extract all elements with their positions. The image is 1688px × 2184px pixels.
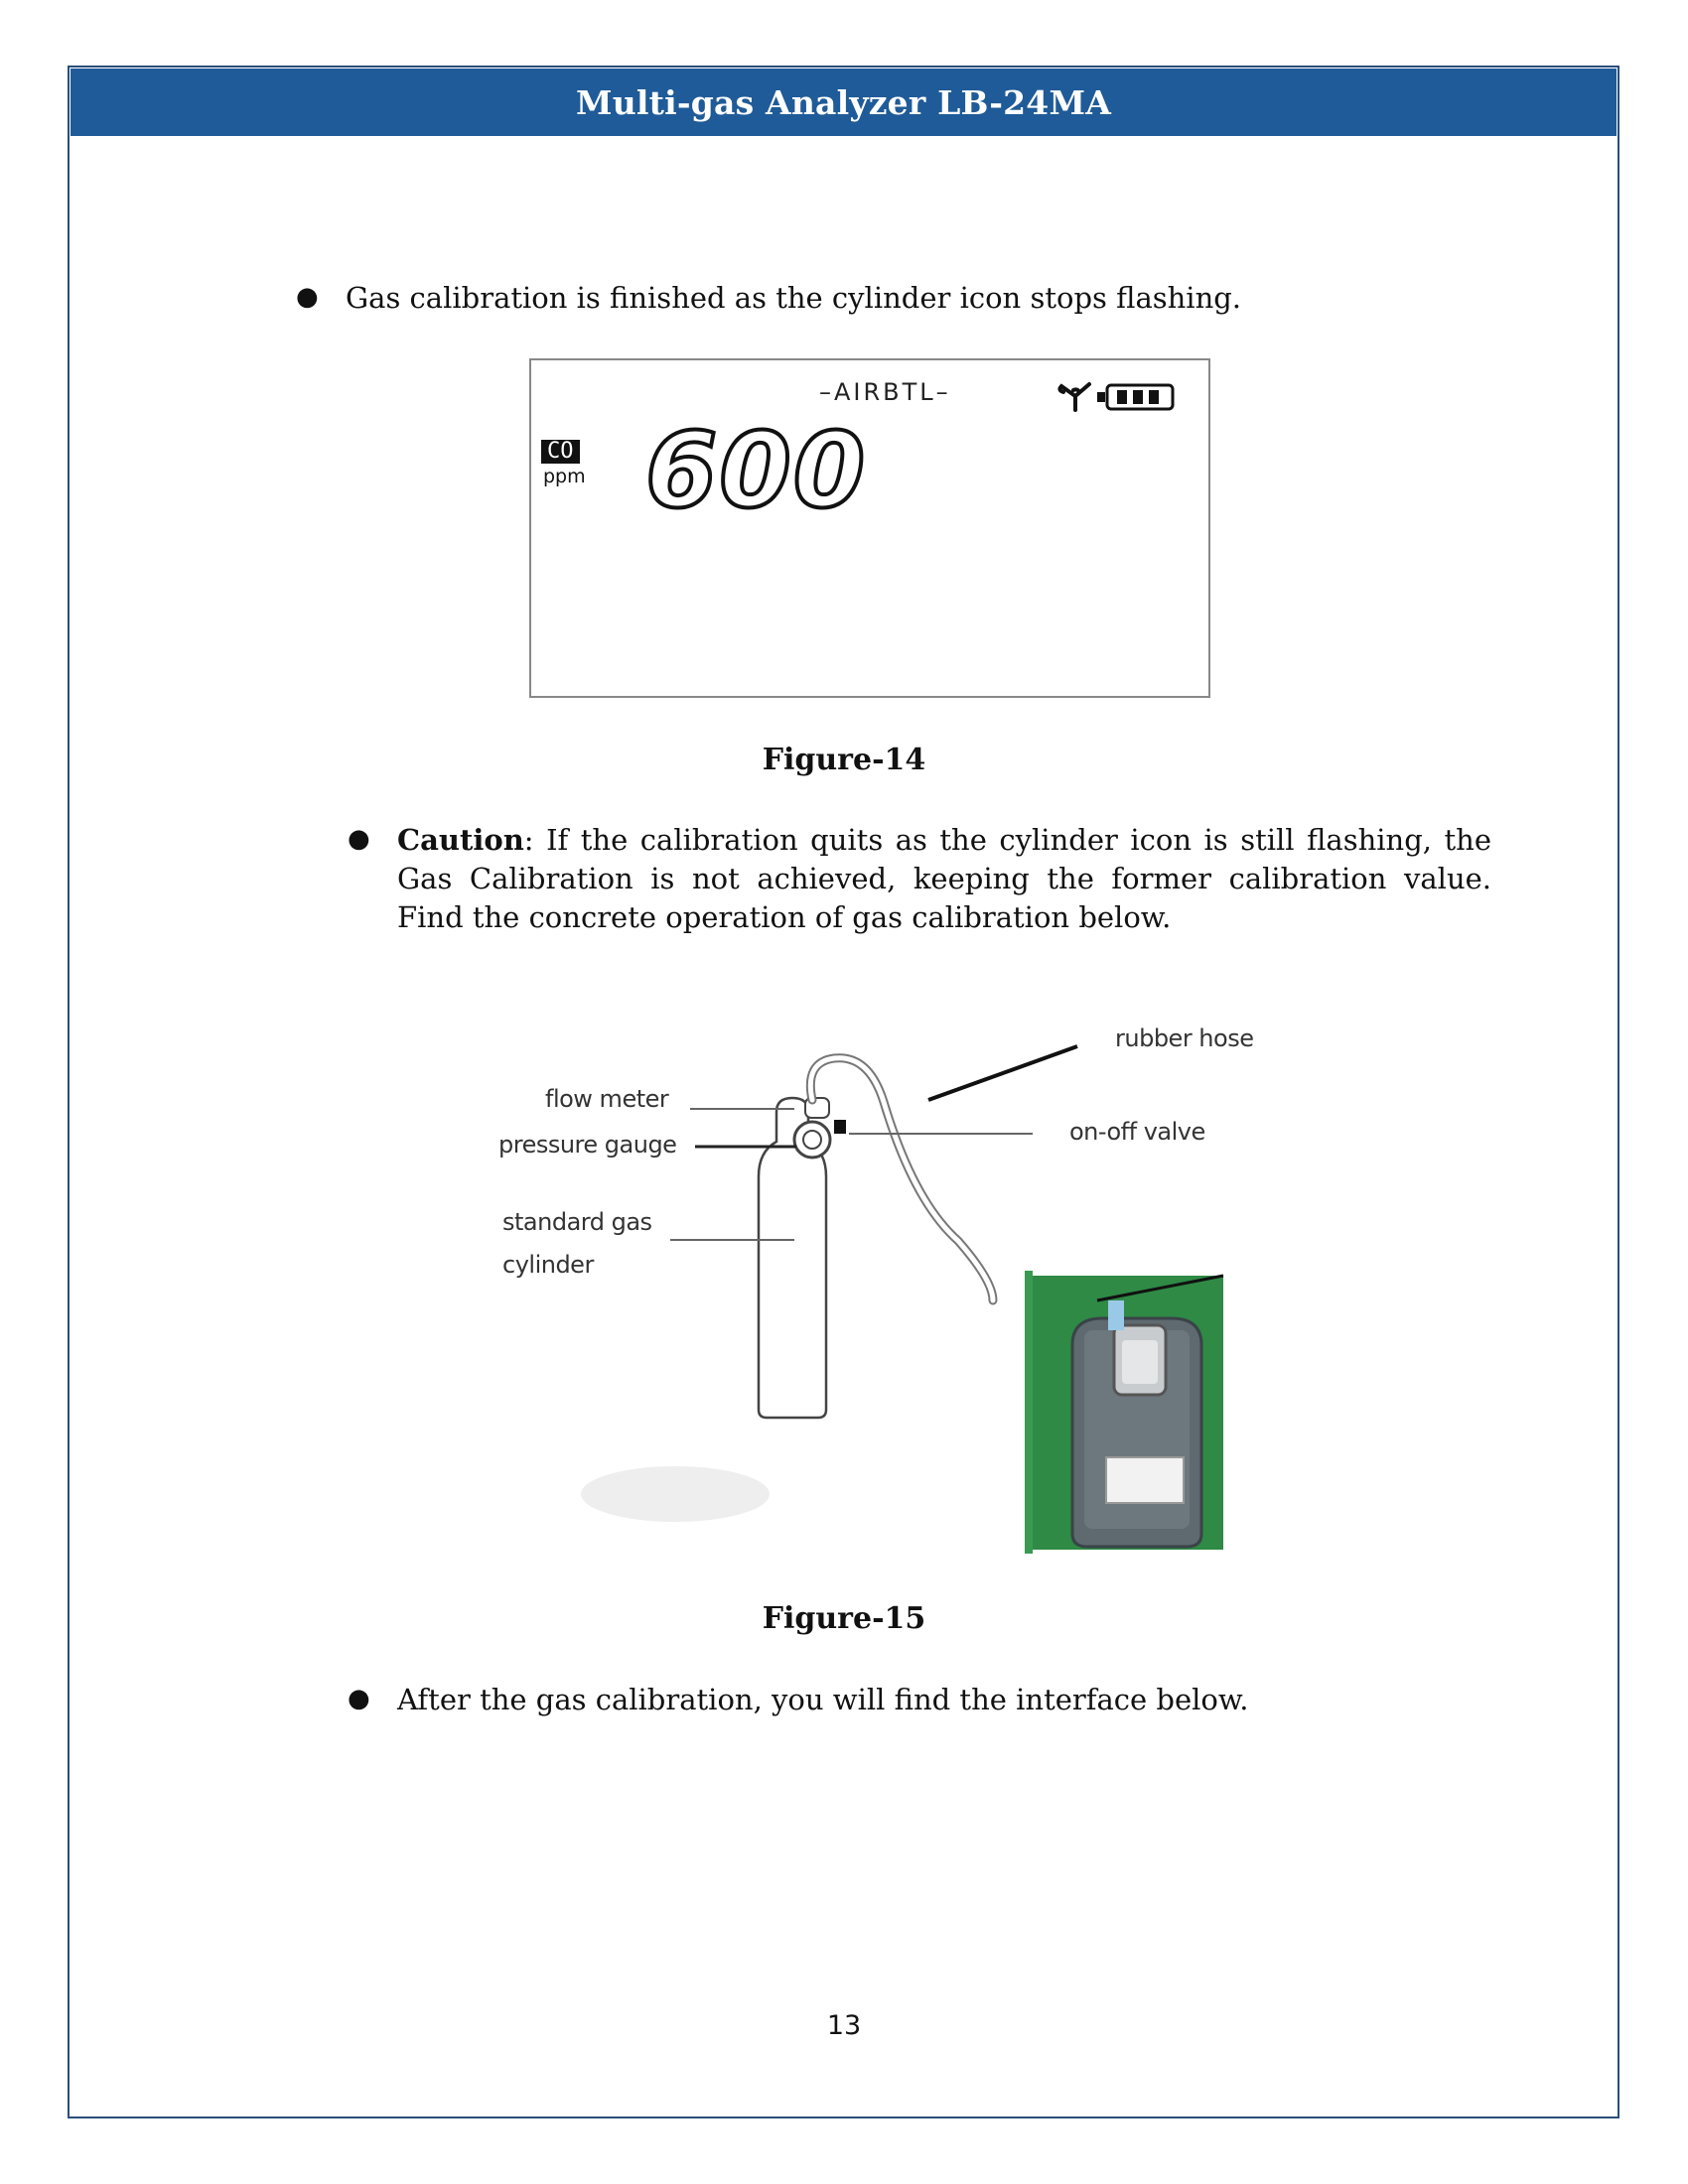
label-rubber-hose: rubber hose <box>1115 1024 1254 1052</box>
lcd-unit-label: ppm <box>543 466 586 487</box>
page-header <box>70 68 1617 136</box>
lcd-gas-label: CO <box>541 440 580 464</box>
paragraph-calibration-finished: Gas calibration is finished as the cylinder icon stops flashing. <box>346 281 1242 315</box>
lcd-reading: 600 <box>645 410 868 531</box>
bullet-icon: ● <box>296 282 319 312</box>
caution-text: : If the calibration quits as the cylinder icon is still flashing, the Gas Calibration is not achieved, keeping the former calibration value. Find the concrete operation of gas calibration below. <box>397 823 1491 934</box>
paragraph-caution <box>397 821 1491 937</box>
paragraph-after-calibration: After the gas calibration, you will find the interface below. <box>397 1683 1249 1716</box>
calibration-setup-figure <box>477 1003 1291 1559</box>
figure-15-caption: Figure-15 <box>762 1601 926 1636</box>
lcd-display-figure <box>529 358 1210 698</box>
label-standard-gas: standard gas <box>502 1208 652 1236</box>
figure-14-caption: Figure-14 <box>762 743 926 777</box>
document-title: Multi-gas Analyzer LB-24MA <box>575 82 1112 122</box>
battery-icon <box>1097 382 1177 412</box>
pump-icon <box>1055 380 1095 412</box>
label-pressure-gauge: pressure gauge <box>498 1131 677 1159</box>
label-flow-meter: flow meter <box>545 1085 669 1113</box>
lcd-mode-label: –AIRBTL– <box>819 378 951 406</box>
bullet-icon: ● <box>348 1684 370 1713</box>
bullet-icon: ● <box>348 824 370 854</box>
page-number: 13 <box>826 2010 862 2041</box>
label-cylinder: cylinder <box>502 1251 594 1279</box>
label-on-off-valve: on-off valve <box>1069 1118 1205 1146</box>
caution-label: Caution <box>397 823 524 857</box>
